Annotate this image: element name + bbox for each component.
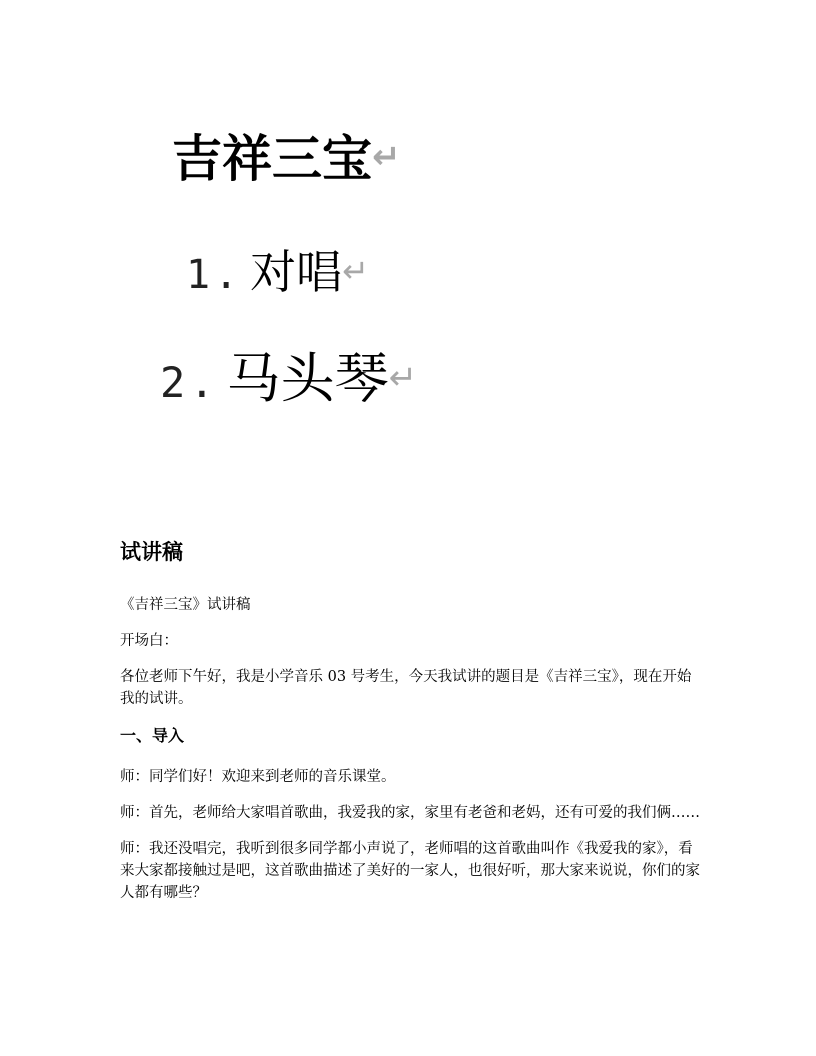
scanned-title bbox=[172, 130, 401, 188]
scanned-title-text: 吉祥三宝 bbox=[172, 130, 372, 188]
section-heading-intro: 一、导入 bbox=[120, 726, 185, 745]
body-paragraph: 师：同学们好！欢迎来到老师的音乐课堂。 bbox=[120, 769, 396, 785]
list-number: 2. bbox=[160, 358, 219, 407]
body-paragraph: 师：我还没唱完，我听到很多同学都小声说了，老师唱的这首歌曲叫作《我爱我的家》，看来大家都接触过是吧，这首歌曲描述了美好的一家人，也很好听，那大家来说说，你们的家人都有哪些？ bbox=[120, 841, 700, 901]
paragraph-return-icon: ↵ bbox=[372, 137, 401, 177]
paragraph-return-icon: ↵ bbox=[342, 252, 369, 290]
document-subtitle: 《吉祥三宝》试讲稿 bbox=[120, 597, 251, 613]
list-number: 1. bbox=[186, 252, 243, 298]
scanned-list-item-1 bbox=[186, 245, 369, 299]
list-item-text: 马头琴 bbox=[226, 347, 389, 410]
opening-label: 开场白： bbox=[120, 633, 178, 649]
scanned-list-item-2 bbox=[160, 347, 418, 410]
paragraph-return-icon: ↵ bbox=[388, 358, 418, 398]
document-heading: 试讲稿 bbox=[120, 540, 183, 564]
document-body bbox=[120, 536, 702, 918]
list-item-text: 对唱 bbox=[250, 245, 343, 299]
opening-text: 各位老师下午好，我是小学音乐 03 号考生，今天我试讲的题目是《吉祥三宝》，现在开始我的试讲。 bbox=[120, 669, 692, 707]
body-paragraph: 师：首先，老师给大家唱首歌曲，我爱我的家，家里有老爸和老妈，还有可爱的我们俩…… bbox=[120, 805, 700, 821]
